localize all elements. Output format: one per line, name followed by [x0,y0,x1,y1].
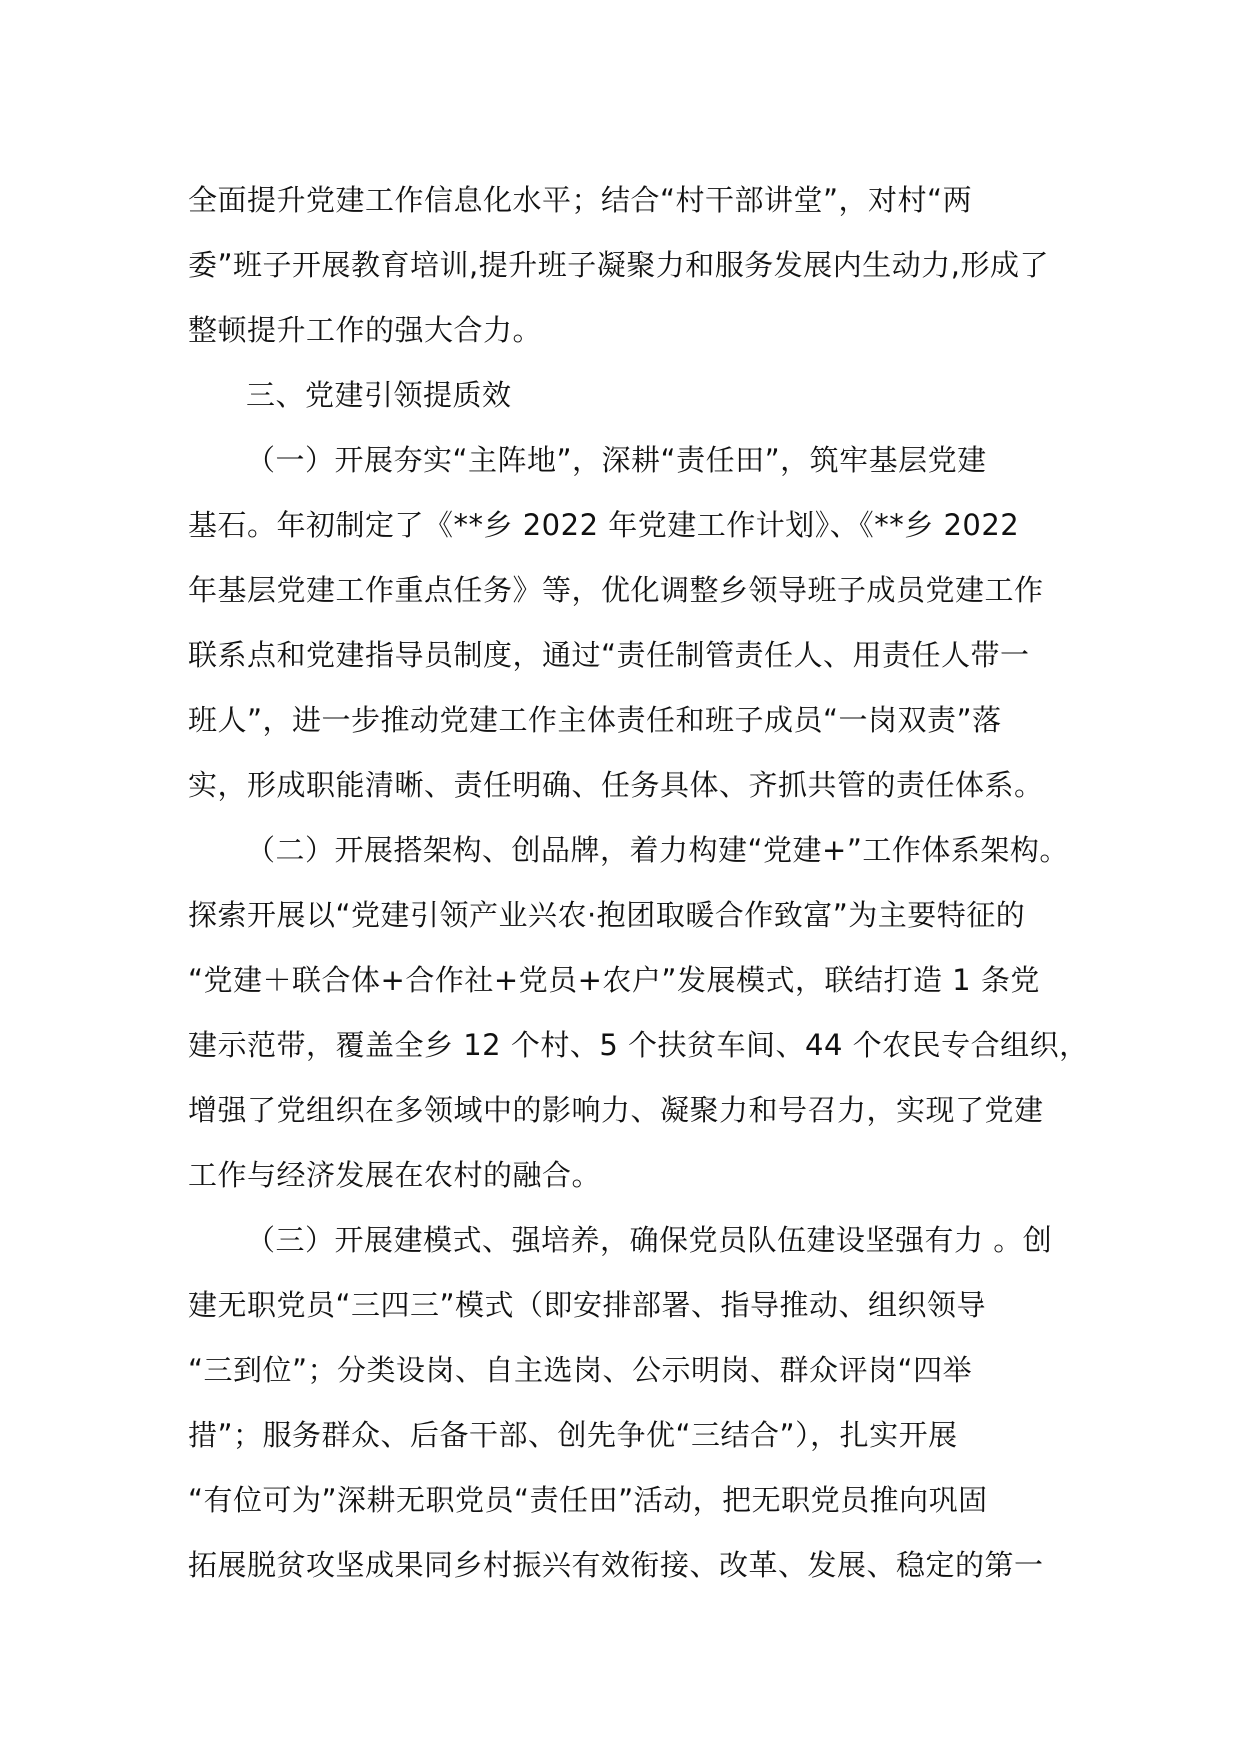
text-line: 探索开展以“党建引领产业兴农·抱团取暖合作致富”为主要特征的 [188,898,1026,932]
text-line: 全面提升党建工作信息化水平；结合“村干部讲堂”，对村“两 [188,183,973,217]
text-line: 委”班子开展教育培训,提升班子凝聚力和服务发展内生动力,形成了 [188,248,1049,282]
text-line: “党建＋联合体+合作社+党员+农户”发展模式，联结打造 1 条党 [188,963,1040,997]
section-heading: 三、党建引领提质效 [246,378,512,412]
document-body [188,168,1089,1598]
text-line: 联系点和党建指导员制度，通过“责任制管责任人、用责任人带一 [188,638,1030,672]
paragraph-first-line: （三）开展建模式、强培养，确保党员队伍建设坚强有力 。创 [246,1223,1053,1257]
text-line: 措”；服务群众、后备干部、创先争优“三结合”），扎实开展 [188,1418,958,1452]
text-line: 实，形成职能清晰、责任明确、任务具体、齐抓共管的责任体系。 [188,768,1044,802]
text-line: 基石。年初制定了《**乡 2022 年党建工作计划》、《**乡 2022 [188,508,1020,542]
text-line: 拓展脱贫攻坚成果同乡村振兴有效衔接、改革、发展、稳定的第一 [188,1548,1044,1582]
paragraph-first-line: （二）开展搭架构、创品牌，着力构建“党建+”工作体系架构。 [246,833,1069,867]
text-line: 建无职党员“三四三”模式（即安排部署、指导推动、组织领导 [188,1288,987,1322]
text-line: 工作与经济发展在农村的融合。 [188,1158,602,1192]
paragraph-first-line: （一）开展夯实“主阵地”，深耕“责任田”，筑牢基层党建 [246,443,987,477]
text-line: “有位可为”深耕无职党员“责任田”活动，把无职党员推向巩固 [188,1483,988,1517]
text-line: 班人”，进一步推动党建工作主体责任和班子成员“一岗双责”落 [188,703,1002,737]
text-line: “三到位”；分类设岗、自主选岗、公示明岗、群众评岗“四举 [188,1353,973,1387]
text-line: 建示范带，覆盖全乡 12 个村、5 个扶贫车间、44 个农民专合组织， [188,1028,1089,1062]
text-line: 增强了党组织在多领域中的影响力、凝聚力和号召力，实现了党建 [188,1093,1044,1127]
text-line: 年基层党建工作重点任务》等，优化调整乡领导班子成员党建工作 [188,573,1044,607]
text-line: 整顿提升工作的强大合力。 [188,313,543,347]
